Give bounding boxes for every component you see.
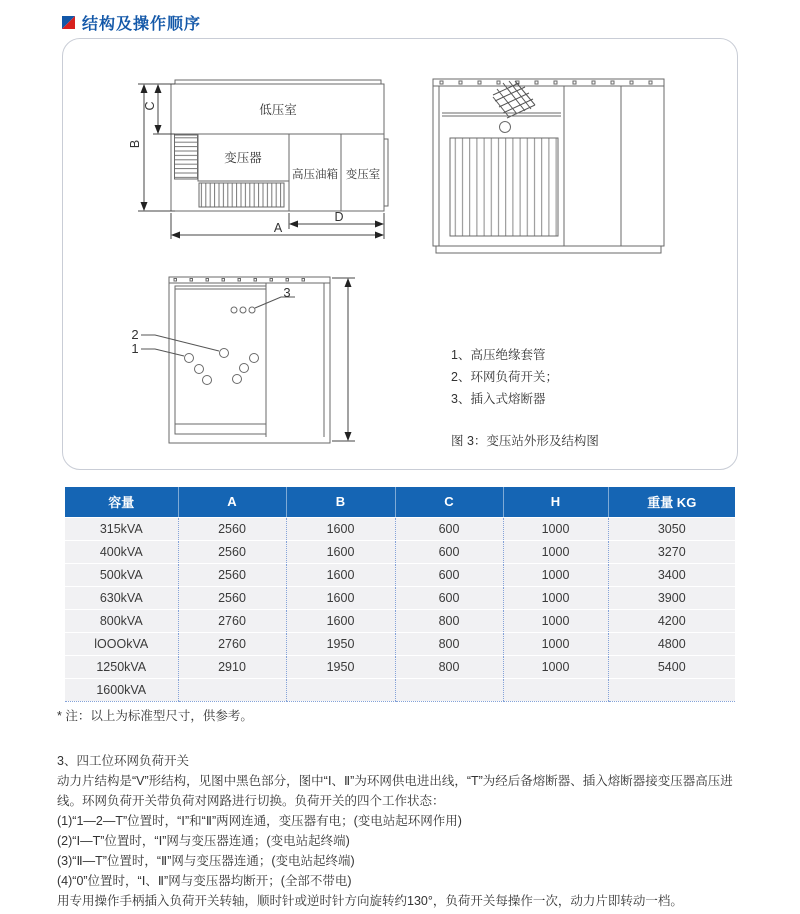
cell-h: 1000 <box>503 586 608 609</box>
cell-a: 2560 <box>178 517 286 540</box>
cell-a <box>178 678 286 701</box>
table-row <box>65 655 735 678</box>
cell-h: 1000 <box>503 517 608 540</box>
cell-h: 1000 <box>503 632 608 655</box>
col-header-capacity: 容量 <box>65 487 178 517</box>
figure-caption: 图 3：变压站外形及结构图 <box>451 434 599 448</box>
cell-capacity: 630kVA <box>65 586 178 609</box>
plan-label-transformer-room: 变压室 <box>345 169 381 181</box>
cell-b: 1600 <box>286 586 395 609</box>
cell-capacity: 1600kVA <box>65 678 178 701</box>
body-heading: 3、四工位环网负荷开关 <box>57 754 189 768</box>
page-title: 结构及操作顺序 <box>82 16 202 33</box>
cell-weight: 3050 <box>608 517 735 540</box>
callout-3: 3 <box>283 285 291 300</box>
callout-1: 1 <box>131 341 139 356</box>
body-paragraph: (4)“0”位置时，“Ⅰ、Ⅱ”网与变压器均断开；(全部不带电) <box>57 874 352 888</box>
cell-weight: 3270 <box>608 540 735 563</box>
body-paragraph: (1)“1—2—T”位置时，“Ⅰ”和“Ⅱ”两网连通，变压器有电；(变电站起环网作用) <box>57 814 462 828</box>
cell-b: 1600 <box>286 517 395 540</box>
cell-capacity: lOOOkVA <box>65 632 178 655</box>
cell-h: 1000 <box>503 540 608 563</box>
plan-dim-c: C <box>143 101 157 111</box>
table-row <box>65 517 735 540</box>
cell-c <box>395 678 503 701</box>
cell-h <box>503 678 608 701</box>
cell-b: 1600 <box>286 563 395 586</box>
cell-a: 2760 <box>178 609 286 632</box>
cell-weight <box>608 678 735 701</box>
plan-view <box>171 80 388 211</box>
cell-capacity: 315kVA <box>65 517 178 540</box>
cell-c: 600 <box>395 586 503 609</box>
plan-label-transformer: 变压器 <box>224 151 262 165</box>
table-row <box>65 678 735 701</box>
col-header-b: B <box>286 487 395 517</box>
cell-b: 1600 <box>286 540 395 563</box>
spec-table <box>65 487 735 702</box>
cell-capacity: 800kVA <box>65 609 178 632</box>
cell-a: 2910 <box>178 655 286 678</box>
rear-view <box>141 277 330 443</box>
cell-weight: 3400 <box>608 563 735 586</box>
table-row <box>65 632 735 655</box>
table-row <box>65 586 735 609</box>
body-paragraph: 用专用操作手柄插入负荷开关转轴，顺时针或逆时针方向旋转约130°，负荷开关每操作一次，动力片即转动一档。 <box>57 894 683 908</box>
body-text <box>57 751 749 911</box>
cell-a: 2560 <box>178 540 286 563</box>
cell-c: 600 <box>395 540 503 563</box>
plan-label-low-voltage-room: 低压室 <box>259 103 297 117</box>
cell-h: 1000 <box>503 563 608 586</box>
cell-b <box>286 678 395 701</box>
cell-b: 1600 <box>286 609 395 632</box>
cell-c: 800 <box>395 632 503 655</box>
legend-item: 2、环网负荷开关； <box>451 370 558 384</box>
table-row <box>65 563 735 586</box>
cell-c: 600 <box>395 563 503 586</box>
col-header-weight: 重量 KG <box>608 487 735 517</box>
figure-legend <box>451 344 558 410</box>
table-row <box>65 609 735 632</box>
cell-weight: 4800 <box>608 632 735 655</box>
cell-weight: 5400 <box>608 655 735 678</box>
cell-b: 1950 <box>286 632 395 655</box>
cell-c: 800 <box>395 609 503 632</box>
cell-a: 2760 <box>178 632 286 655</box>
cell-a: 2560 <box>178 586 286 609</box>
cell-capacity: 1250kVA <box>65 655 178 678</box>
cell-c: 600 <box>395 517 503 540</box>
plan-dim-d: D <box>334 210 344 224</box>
plan-dim-a: A <box>273 221 283 235</box>
plan-dim-b: B <box>128 139 142 149</box>
structure-diagram <box>63 39 739 471</box>
cell-b: 1950 <box>286 655 395 678</box>
table-header-row <box>65 487 735 517</box>
cell-a: 2560 <box>178 563 286 586</box>
body-paragraph: (2)“Ⅰ—T”位置时，“Ⅰ”网与变压器连通；(变电站起终端) <box>57 834 350 848</box>
section-header <box>62 11 201 34</box>
legend-item: 3、插入式熔断器 <box>451 392 546 406</box>
front-elevation <box>433 79 664 253</box>
vent-hatch <box>493 81 535 118</box>
table-row <box>65 540 735 563</box>
section-marker-icon <box>62 16 75 29</box>
col-header-c: C <box>395 487 503 517</box>
cell-weight: 4200 <box>608 609 735 632</box>
cell-capacity: 500kVA <box>65 563 178 586</box>
body-paragraph: 动力片结构是“V”形结构，见图中黑色部分，图中“Ⅰ、Ⅱ”为环网供电进出线，“T”为经后备熔断器、插入熔断器接变压器高压进线。环网负荷开关带负荷对网路进行切换。负荷开关的四个工作状态： <box>57 774 733 808</box>
legend-item: 1、高压绝缘套管 <box>451 348 546 362</box>
body-paragraph: (3)“Ⅱ—T”位置时，“Ⅱ”网与变压器连通；(变电站起终端) <box>57 854 355 868</box>
col-header-h: H <box>503 487 608 517</box>
rear-height-dimension <box>332 278 355 441</box>
table-note: * 注：以上为标准型尺寸，供参考。 <box>57 709 253 723</box>
plan-label-hv-oil-tank: 高压油箱 <box>292 169 338 181</box>
cell-c: 800 <box>395 655 503 678</box>
col-header-a: A <box>178 487 286 517</box>
figure-panel <box>62 38 738 470</box>
callout-2: 2 <box>131 327 139 342</box>
cell-h: 1000 <box>503 609 608 632</box>
cell-weight: 3900 <box>608 586 735 609</box>
cell-h: 1000 <box>503 655 608 678</box>
cell-capacity: 400kVA <box>65 540 178 563</box>
